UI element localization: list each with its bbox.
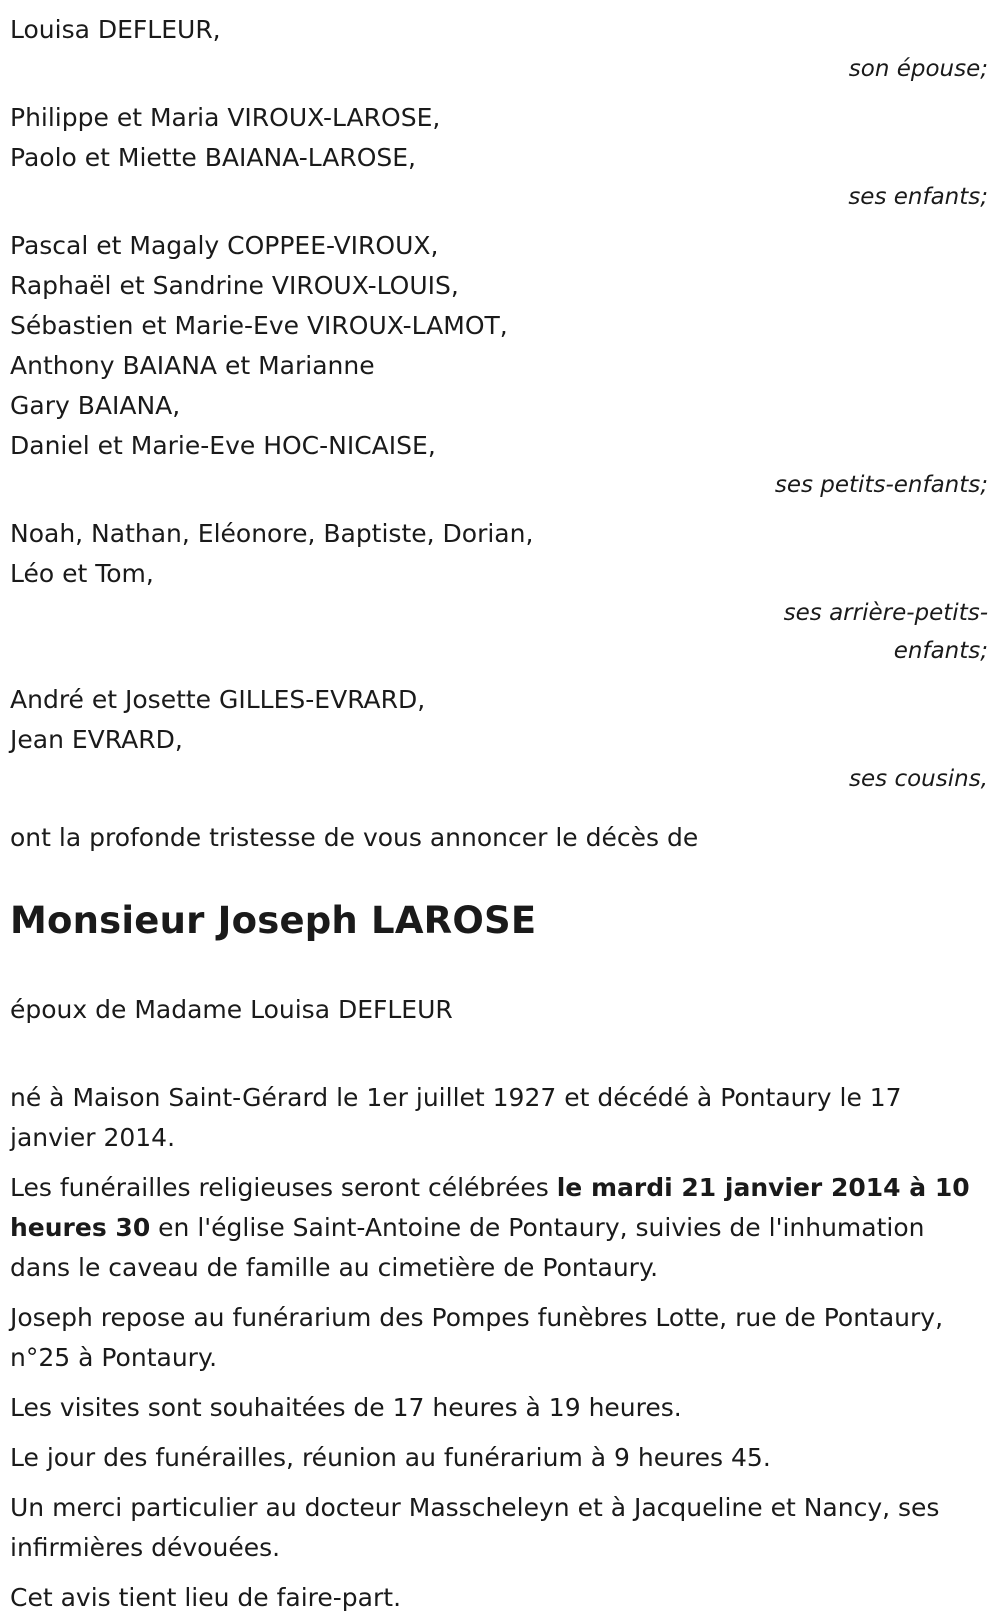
- family-name-line: Gary BAIANA,: [10, 391, 181, 420]
- birth-death-paragraph: né à Maison Saint-Gérard le 1er juillet 1927 et décédé à Pontaury le 17 janvier 2014.: [10, 1083, 902, 1152]
- role-label: enfants;: [893, 638, 988, 664]
- role-spouse: [10, 50, 990, 88]
- family-name-line: Philippe et Maria VIROUX-LAROSE,: [10, 103, 441, 132]
- role-great-grandchildren: [10, 594, 990, 670]
- role-cousins: [10, 760, 990, 798]
- family-name-line: Daniel et Marie-Eve HOC-NICAISE,: [10, 431, 436, 460]
- thanks-paragraph: Un merci particulier au docteur Masscheleyn et à Jacqueline et Nancy, ses infirmières dévouées.: [10, 1493, 940, 1562]
- family-name-line: Léo et Tom,: [10, 559, 154, 588]
- role-label: ses petits-enfants;: [774, 472, 988, 498]
- announcement-text: ont la profonde tristesse de vous annoncer le décès de: [10, 823, 699, 852]
- spouse-line: époux de Madame Louisa DEFLEUR: [10, 995, 453, 1024]
- family-group-great-grandchildren: [10, 514, 990, 594]
- role-label: ses arrière-petits-: [783, 600, 988, 626]
- visits-paragraph: Les visites sont souhaitées de 17 heures à 19 heures.: [10, 1393, 682, 1422]
- funeral-date-bold: le mardi 21 janvier 2014 à 10 heures 30: [10, 1173, 970, 1242]
- family-group-cousins: [10, 680, 990, 760]
- family-name-line: Pascal et Magaly COPPEE-VIROUX,: [10, 231, 439, 260]
- funeral-text-before: Les funérailles religieuses seront célébrées: [10, 1173, 557, 1202]
- rest-location-paragraph: Joseph repose au funérarium des Pompes funèbres Lotte, rue de Pontaury, n°25 à Pontaury.: [10, 1303, 944, 1372]
- funeral-paragraph: [10, 1168, 990, 1288]
- role-label: ses cousins,: [849, 766, 988, 792]
- family-name-line: Louisa DEFLEUR,: [10, 15, 221, 44]
- family-group-grandchildren: [10, 226, 990, 466]
- family-name-line: André et Josette GILLES-EVRARD,: [10, 685, 426, 714]
- family-name-line: Jean EVRARD,: [10, 725, 183, 754]
- role-label: ses enfants;: [848, 184, 988, 210]
- role-label: son épouse;: [848, 56, 988, 82]
- family-name-line: Sébastien et Marie-Eve VIROUX-LAMOT,: [10, 311, 508, 340]
- funeral-day-paragraph: Le jour des funérailles, réunion au funérarium à 9 heures 45.: [10, 1443, 771, 1472]
- closing-paragraph: Cet avis tient lieu de faire-part.: [10, 1583, 402, 1612]
- family-group-children: [10, 98, 990, 178]
- family-name-line: Paolo et Miette BAIANA-LAROSE,: [10, 143, 416, 172]
- family-name-line: Anthony BAIANA et Marianne: [10, 351, 375, 380]
- role-children: [10, 178, 990, 216]
- family-name-line: Raphaël et Sandrine VIROUX-LOUIS,: [10, 271, 459, 300]
- role-grandchildren: [10, 466, 990, 504]
- funeral-text-after: en l'église Saint-Antoine de Pontaury, suivies de l'inhumation dans le caveau de famille au cimetière de Pontaury.: [10, 1213, 925, 1282]
- family-group-spouse: [10, 10, 990, 50]
- family-name-line: Noah, Nathan, Eléonore, Baptiste, Dorian,: [10, 519, 534, 548]
- deceased-name-heading: Monsieur Joseph LAROSE: [10, 899, 537, 942]
